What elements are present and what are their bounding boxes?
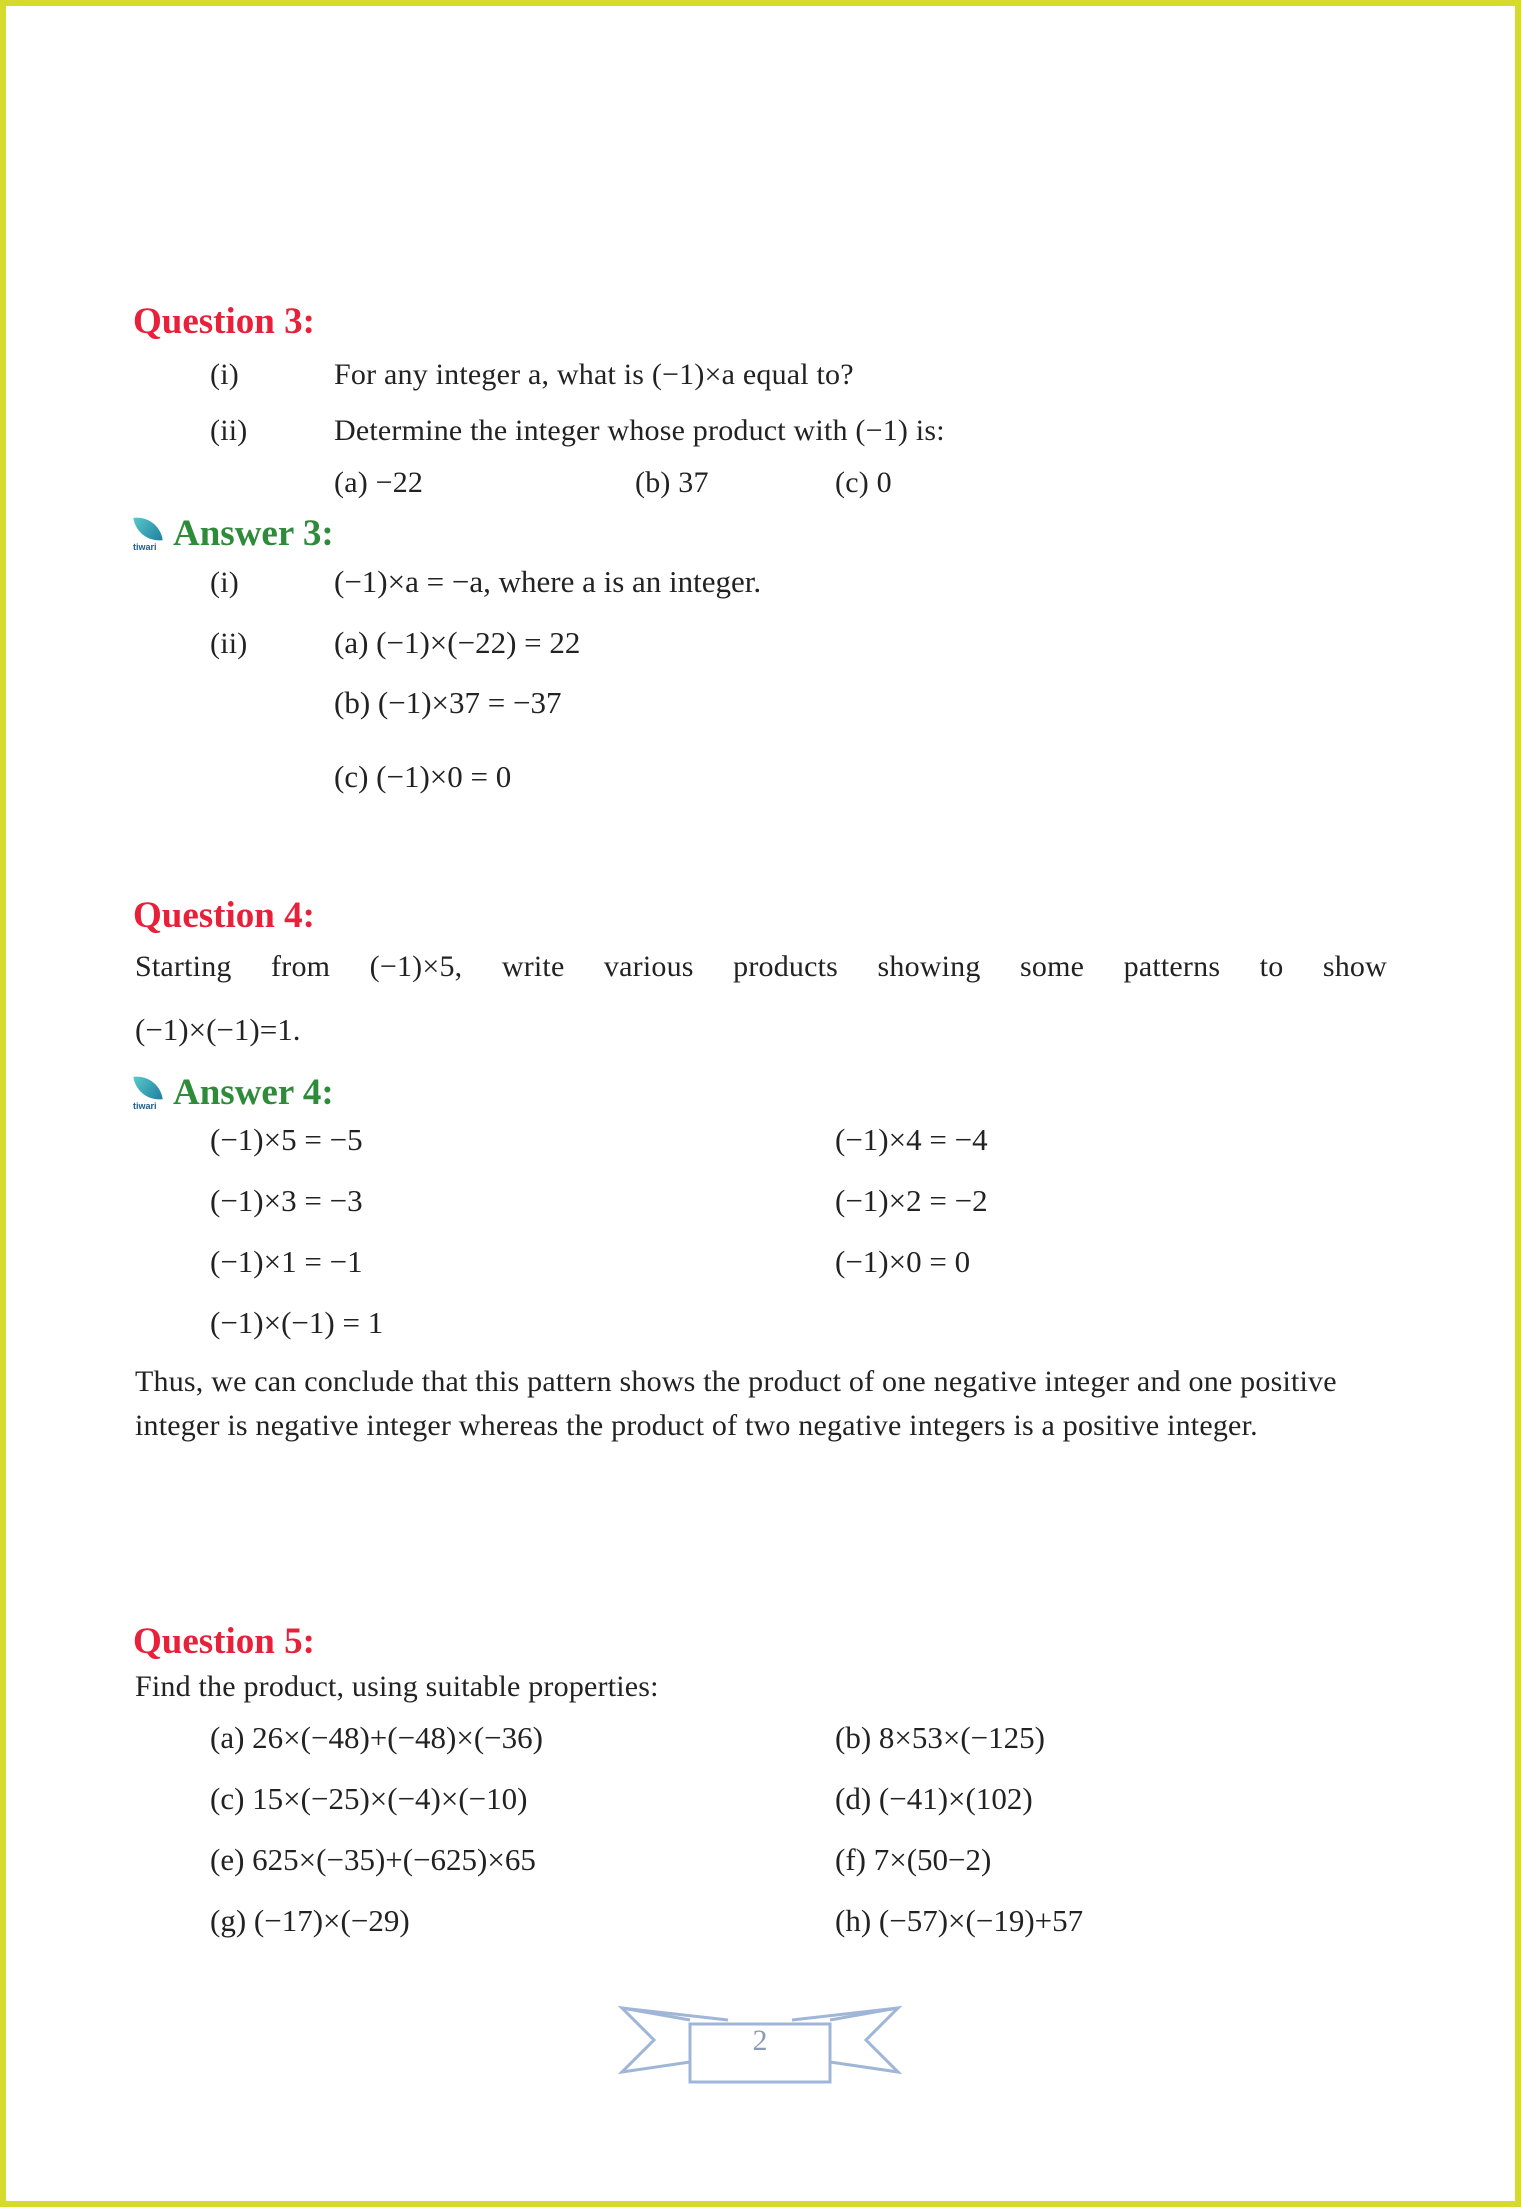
q4-line-2: (−1)×(−1)=1. (135, 1012, 301, 1047)
a3-line-b: (b) (−1)×37 = −37 (334, 685, 562, 720)
a4-right-3: (−1)×0 = 0 (835, 1244, 971, 1279)
a4-conclusion: Thus, we can conclude that this pattern shows the product of one negative integer and one positive integer is negative integer whereas the product of two negative integers is a positive integer. (135, 1365, 1337, 1442)
question-3-heading: Question 3: (133, 301, 315, 342)
q3-option-b: (b) 37 (635, 466, 709, 499)
q5-intro: Find the product, using suitable properties: (135, 1670, 659, 1703)
q5-item-h: (h) (−57)×(−19)+57 (835, 1903, 1084, 1938)
a4-left-1: (−1)×5 = −5 (210, 1122, 363, 1157)
a4-left-2: (−1)×3 = −3 (210, 1183, 363, 1218)
q5-item-a: (a) 26×(−48)+(−48)×(−36) (210, 1720, 543, 1755)
a3-label-i: (i) (210, 566, 239, 599)
q3-option-a: (a) −22 (334, 466, 424, 499)
q3-item-label-i: (i) (210, 358, 239, 391)
question-4-heading: Question 4: (133, 895, 315, 936)
answer-4-heading (133, 1071, 334, 1114)
q5-item-d: (d) (−41)×(102) (835, 1781, 1033, 1816)
a4-left-3: (−1)×1 = −1 (210, 1244, 363, 1279)
q5-item-e: (e) 625×(−35)+(−625)×65 (210, 1842, 536, 1877)
q3-item-text-i: For any integer a, what is (−1)×a equal to? (334, 358, 854, 391)
q5-item-g: (g) (−17)×(−29) (210, 1903, 410, 1938)
a3-text-i: (−1)×a = −a, where a is an integer. (334, 564, 762, 599)
q4-line-1: Starting from (−1)×5, write various products showing some patterns to show (135, 950, 1387, 983)
a4-left-4: (−1)×(−1) = 1 (210, 1305, 384, 1340)
answer-3-title: Answer 3: (173, 513, 334, 554)
tiwari-leaf-icon: tiwari (133, 1075, 167, 1111)
q3-item-text-ii: Determine the integer whose product with (−1) is: (334, 414, 945, 447)
a3-line-c: (c) (−1)×0 = 0 (334, 759, 512, 794)
q3-item-label-ii: (ii) (210, 414, 248, 447)
q5-item-b: (b) 8×53×(−125) (835, 1720, 1045, 1755)
answer-4-title: Answer 4: (173, 1072, 334, 1113)
tiwari-leaf-icon: tiwari (133, 516, 167, 552)
a3-line-a: (a) (−1)×(−22) = 22 (334, 625, 581, 660)
page-number-ribbon (618, 1990, 902, 2086)
a3-label-ii: (ii) (210, 627, 248, 660)
q5-item-c: (c) 15×(−25)×(−4)×(−10) (210, 1781, 528, 1816)
q3-option-c: (c) 0 (835, 466, 892, 499)
a4-right-1: (−1)×4 = −4 (835, 1122, 988, 1157)
a4-right-2: (−1)×2 = −2 (835, 1183, 988, 1218)
answer-3-heading (133, 512, 334, 555)
question-5-heading: Question 5: (133, 1621, 315, 1662)
q5-item-f: (f) 7×(50−2) (835, 1842, 992, 1877)
page-number: 2 (752, 2024, 768, 2057)
